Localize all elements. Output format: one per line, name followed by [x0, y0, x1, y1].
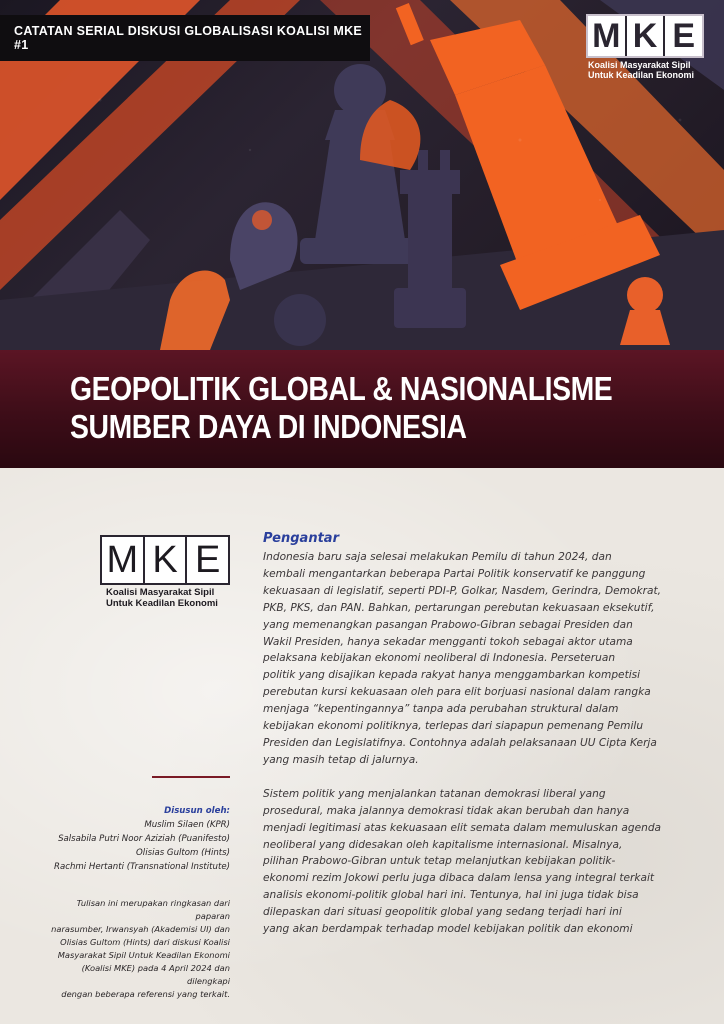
paragraph-line: yang akan berdampak terhadap model kebijakan politik dan ekonomi — [263, 923, 633, 936]
paragraph-line: dilepaskan dari situasi geopolitik global yang sedang terjadi hari ini — [263, 906, 622, 919]
paragraph-line: perebutan kursi kekuasaan oleh para elit borjuasi nasional dalam rangka — [263, 686, 651, 699]
summary-line: Olisias Gultom (Hints) dari diskusi Koalisi — [60, 937, 230, 947]
summary-line: (Koalisi MKE) pada 4 April 2024 dan dilengkapi — [81, 963, 230, 986]
logo-letter: M — [592, 17, 621, 55]
summary-line: Tulisan ini merupakan ringkasan dari paparan — [76, 898, 230, 921]
series-label-bar — [0, 15, 370, 61]
summary-line: narasumber, Irwansyah (Akademisi UI) dan — [51, 924, 230, 934]
logo-letter: K — [143, 537, 186, 583]
document-title — [70, 370, 632, 446]
logo-letter: M — [106, 539, 139, 581]
logo-caption — [586, 60, 704, 80]
paragraph-line: PKB, PKS, dan PAN. Bahkan, pertarungan perebutan kekuasaan eksekutif, — [263, 601, 655, 614]
paragraph-line: yang memenangkan pasangan Prabowo-Gibran sebagai Presiden dan — [263, 618, 633, 631]
paragraph-line: menjaga “kepentingannya” tanpa ada perubahan struktural dalam — [263, 703, 619, 716]
paragraph-line: yang masih tetap di jalurnya. — [263, 753, 419, 766]
mke-logo-header — [586, 14, 704, 80]
title-line: SUMBER DAYA DI INDONESIA — [70, 408, 467, 445]
paragraph-line: Wakil Presiden, hanya sekadar mengganti tokoh sebagai aktor utama — [263, 635, 633, 648]
paragraph-line: ekonomi rezim Jokowi perlu juga dibaca dalam lensa yang integral terkait — [263, 872, 655, 885]
paragraph-line: Sistem politik yang menjalankan tatanan demokrasi liberal yang — [263, 787, 606, 800]
section-heading: Pengantar — [263, 531, 339, 546]
series-label: CATATAN SERIAL DISKUSI GLOBALISASI KOALISI MKE #1 — [14, 24, 363, 52]
mke-logo-box — [100, 535, 230, 585]
paragraph-intro — [263, 549, 703, 769]
mke-logo-box — [586, 14, 704, 58]
paragraph-line: Indonesia baru saja selesai melakukan Pemilu di tahun 2024, dan — [263, 551, 612, 563]
paragraph-line: pelaksana kebijakan ekonomi neoliberal di Indonesia. Perseteruan — [263, 652, 616, 665]
logo-letter: E — [663, 16, 702, 56]
logo-letter: K — [625, 16, 664, 56]
summary-line: dengan beberapa referensi yang terkait. — [61, 989, 230, 999]
title-line: GEOPOLITIK GLOBAL & NASIONALISME — [70, 370, 613, 407]
author-name: Olisias Gultom (Hints) — [136, 848, 230, 858]
paragraph-line: analisis ekonomi-politik global hari ini. Tentunya, hal ini juga tidak bisa — [263, 889, 639, 902]
paragraph-line: Presiden dan Legislatifnya. Contohnya adalah pelaksanaan UU Cipta Kerja — [263, 736, 657, 749]
paragraph-second — [263, 786, 703, 938]
paragraph-line: kekuasaan di legislatif, seperti PDI-P, Golkar, Nasdem, Gerindra, Demokrat, — [263, 584, 661, 597]
summary-line: Masyarakat Sipil Untuk Keadilan Ekonomi — [57, 950, 230, 960]
logo-caption-line: Koalisi Masyarakat Sipil — [588, 60, 691, 70]
paragraph-line: pilihan Prabowo-Gibran untuk tetap melanjutkan kebijakan politik- — [263, 855, 616, 868]
logo-caption-line: Untuk Keadilan Ekonomi — [106, 598, 218, 609]
title-band — [0, 350, 724, 468]
logo-caption — [100, 587, 230, 609]
author-name: Salsabila Putri Noor Aziziah (Puanifesto) — [58, 834, 230, 844]
paragraph-line: kembali mengantarkan beberapa Partai Politik konservatif ke panggung — [263, 567, 646, 580]
logo-caption-line: Koalisi Masyarakat Sipil — [106, 587, 215, 598]
paragraph-line: prosedural, maka jalannya demokrasi tidak akan berubah dan hanya — [263, 804, 630, 817]
paragraph-line: kebijakan ekonomi politiknya, terlepas dari siapapun pemenang Pemilu — [263, 720, 644, 733]
mke-logo-sidebar — [100, 535, 230, 609]
authors-heading: Disusun oleh: — [164, 806, 230, 816]
paragraph-line: neoliberal yang didesakan oleh kapitalisme internasional. Misalnya, — [263, 838, 623, 851]
logo-letter: E — [185, 537, 228, 583]
authors-block — [40, 804, 230, 874]
cover-illustration — [0, 0, 724, 350]
logo-caption-line: Untuk Keadilan Ekonomi — [588, 70, 695, 80]
author-name: Rachmi Hertanti (Transnational Institute) — [53, 862, 230, 872]
paragraph-line: menjadi legitimasi atas kekuasaan elit semata dalam memuluskan agenda — [263, 821, 662, 834]
sidebar-divider — [152, 776, 230, 778]
author-name: Muslim Silaen (KPR) — [144, 820, 230, 830]
paragraph-line: politik yang disajikan kepada rakyat hanya menggambarkan kompetisi — [263, 669, 641, 682]
summary-note — [40, 897, 230, 1001]
main-text-column — [263, 530, 703, 938]
